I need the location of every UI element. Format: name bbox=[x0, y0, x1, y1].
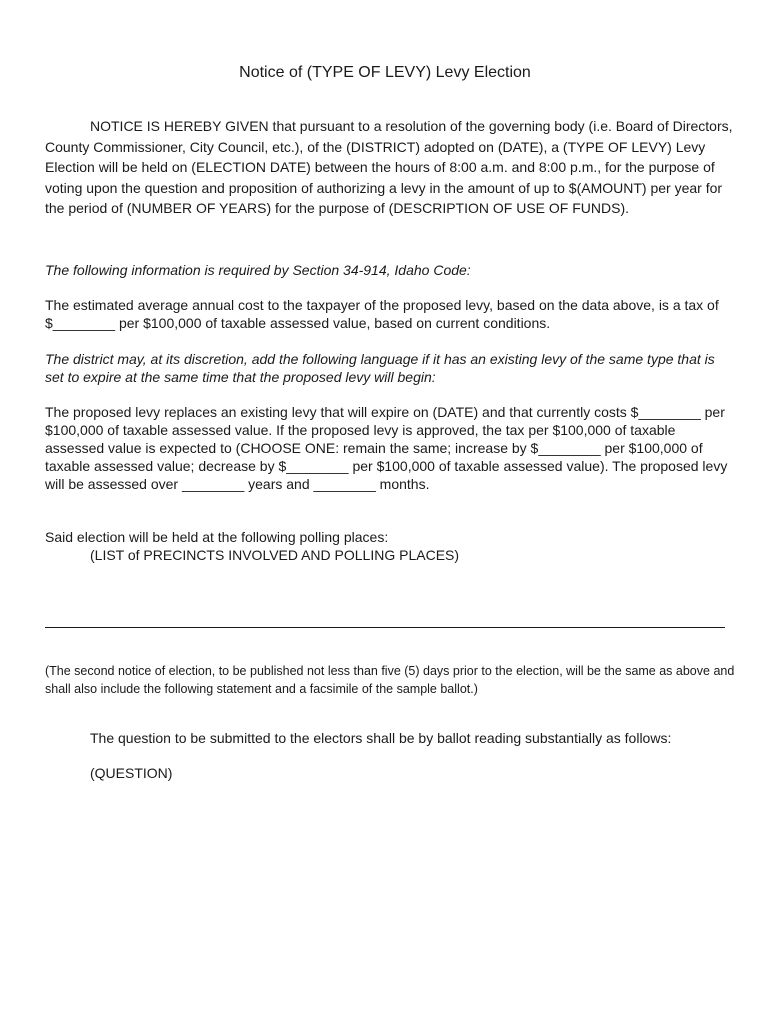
question-placeholder: (QUESTION) bbox=[90, 765, 173, 781]
second-notice-paragraph: (The second notice of election, to be published not less than five (5) days prior to the election, will be the same as above and shall also include the following statement and a facsimile of the sample ballot.) bbox=[45, 664, 735, 696]
discretion-note: The district may, at its discretion, add the following language if it has an existing levy of the same type that is set to expire at the same time that the proposed levy will begin: bbox=[45, 351, 715, 385]
ballot-statement: The question to be submitted to the electors shall be by ballot reading substantially as follows: bbox=[90, 730, 672, 746]
page-title: Notice of (TYPE OF LEVY) Levy Election bbox=[239, 64, 531, 81]
divider-line bbox=[45, 627, 725, 628]
estimated-cost-paragraph: The estimated average annual cost to the taxpayer of the proposed levy, based on the data above, is a tax of $________ per $100,000 of taxable assessed value, based on current conditions. bbox=[45, 297, 719, 331]
polling-intro: Said election will be held at the following polling places: bbox=[45, 529, 389, 545]
polling-list: (LIST of PRECINCTS INVOLVED AND POLLING PLACES) bbox=[90, 547, 460, 563]
polling-places-section bbox=[45, 528, 735, 564]
replacement-paragraph: The proposed levy replaces an existing levy that will expire on (DATE) and that currently costs $________ per $100,000 of taxable assessed value. If the proposed levy is approved, the tax per $100,000 of taxable assessed value is expected to (CHOOSE ONE: remain the same; increase by $________ per $100,000 of taxable assessed value; decrease by $________ per $100,000 of taxable assessed value). The proposed levy will be assessed over ________ years and ________ months. bbox=[45, 404, 728, 492]
notice-paragraph bbox=[45, 116, 735, 219]
required-info-note: The following information is required by Section 34-914, Idaho Code: bbox=[45, 262, 471, 278]
notice-paragraph-text: NOTICE IS HEREBY GIVEN that pursuant to a resolution of the governing body (i.e. Board of Directors, County Commissioner, City Council, etc.), of the (DISTRICT) adopted on (DATE), a (TYPE OF LEVY) Levy Election will be held on (ELECTION DATE) between the hours of 8:00 a.m. and 8:00 p.m., for the purpose of voting upon the question and proposition of authorizing a levy in the amount of up to $(AMOUNT) per year for the period of (NUMBER OF YEARS) for the purpose of (DESCRIPTION OF USE OF FUNDS). bbox=[45, 118, 733, 217]
